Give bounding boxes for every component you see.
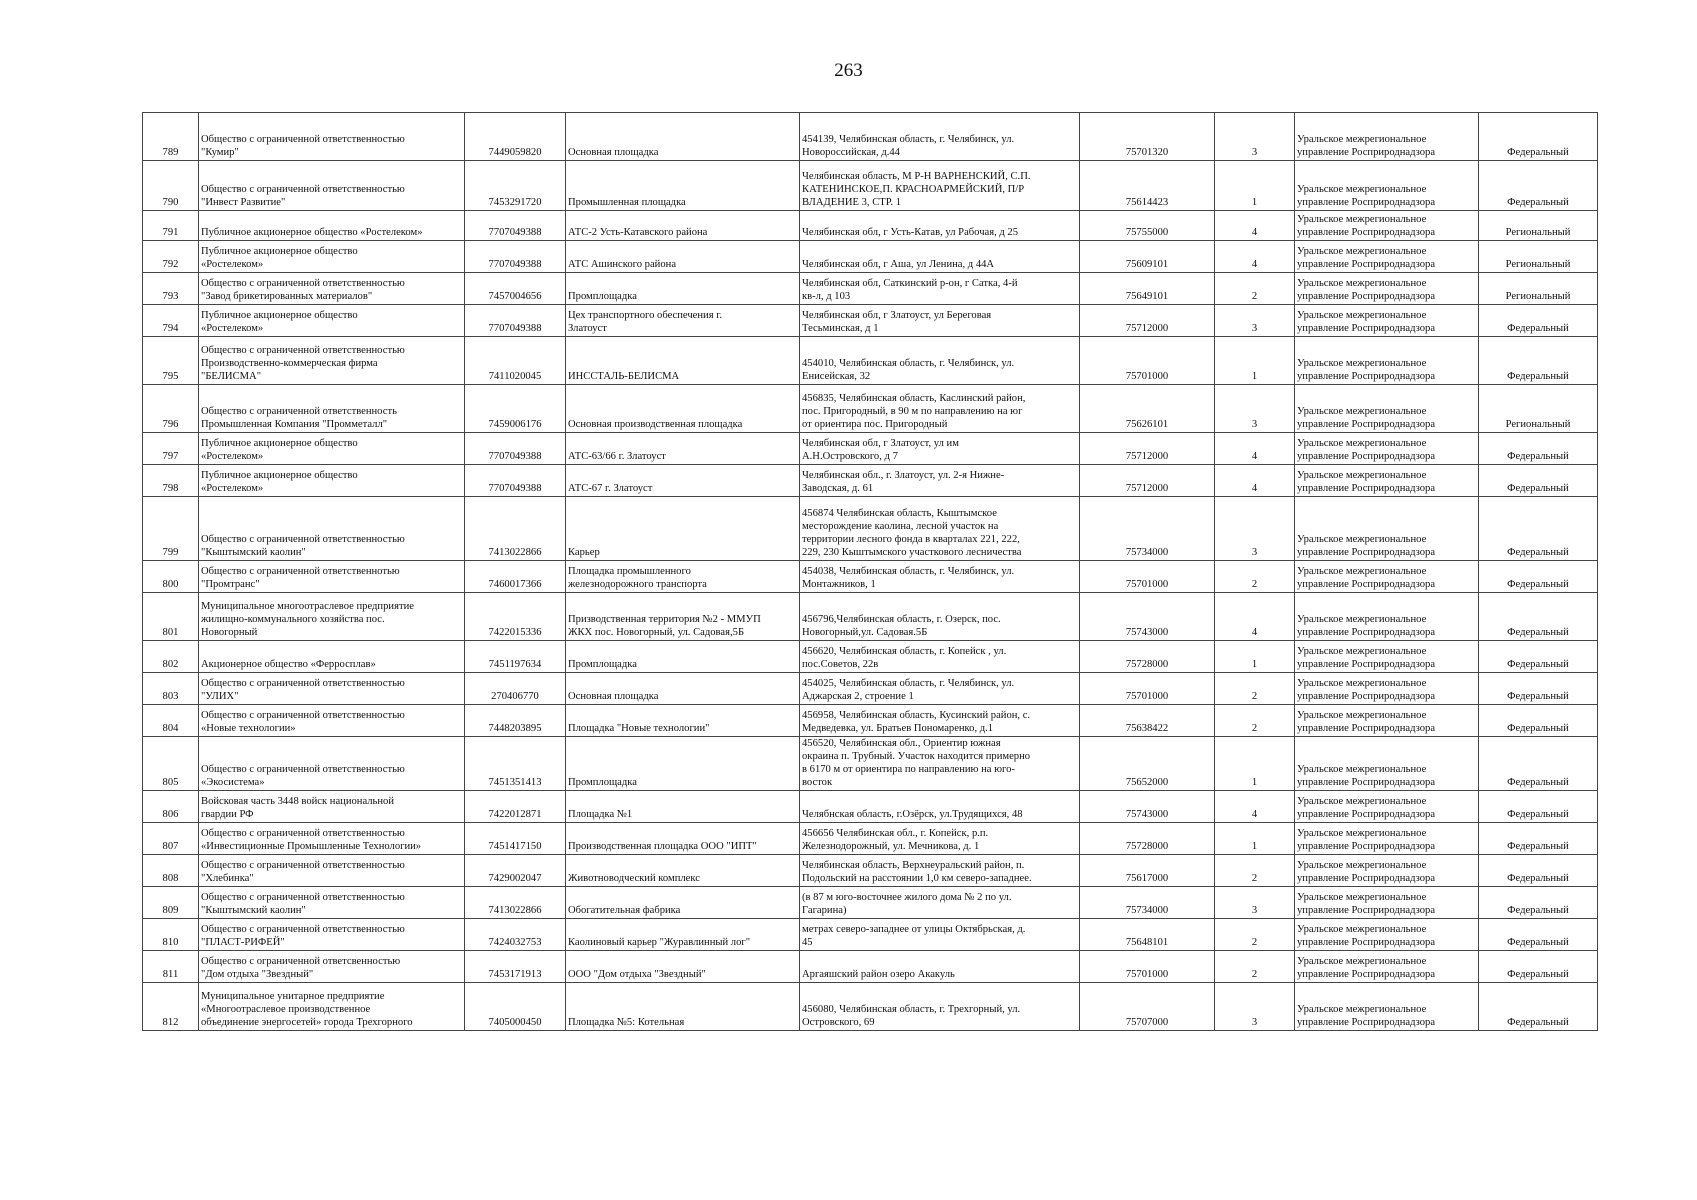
table-row (143, 305, 1598, 337)
site-name: Промплощадка (566, 273, 800, 305)
okato-code: 75728000 (1080, 823, 1215, 855)
supervision-level: Федеральный (1479, 673, 1598, 705)
row-number: 794 (143, 305, 199, 337)
inn-value: 7449059820 (465, 113, 566, 161)
organization-name: Войсковая часть 3448 войск национальной гвардии РФ (199, 791, 465, 823)
supervision-level: Федеральный (1479, 561, 1598, 593)
site-name: Призводственная территория №2 - ММУП ЖКХ пос. Новогорный, ул. Садовая,5Б (566, 593, 800, 641)
registry-table (142, 112, 1598, 1031)
organization-name: Публичное акционерное общество «Ростелеком» (199, 211, 465, 241)
table-row (143, 673, 1598, 705)
row-number: 804 (143, 705, 199, 737)
site-address: 456620, Челябинская область, г. Копейск , ул. пос.Советов, 22в (800, 641, 1080, 673)
authority-name: Уральское межрегиональное управление Росприроднадзора (1295, 673, 1479, 705)
row-number: 795 (143, 337, 199, 385)
table-row (143, 433, 1598, 465)
inn-value: 7429002047 (465, 855, 566, 887)
okato-code: 75652000 (1080, 737, 1215, 791)
site-name: Основная производственная площадка (566, 385, 800, 433)
row-number: 791 (143, 211, 199, 241)
inn-value: 7707049388 (465, 241, 566, 273)
authority-name: Уральское межрегиональное управление Росприроднадзора (1295, 241, 1479, 273)
inn-value: 7411020045 (465, 337, 566, 385)
organization-name: Общество с ограниченной ответственностью «Экосистема» (199, 737, 465, 791)
site-address: Челябинская область, Верхнеуральский район, п. Подольский на расстоянии 1,0 км северо-западнее. (800, 855, 1080, 887)
category-value: 2 (1215, 705, 1295, 737)
category-value: 4 (1215, 433, 1295, 465)
organization-name: Общество с ограниченной ответсвенностью "Дом отдыха "Звездный" (199, 951, 465, 983)
site-address: Челябинская область, М Р-Н ВАРНЕНСКИЙ, С.П. КАТЕНИНСКОЕ,П. КРАСНОАРМЕЙСКИЙ, П/Р ВЛАДЕНИЕ 3, СТР. 1 (800, 161, 1080, 211)
site-name: Основная площадка (566, 673, 800, 705)
table-row (143, 983, 1598, 1031)
category-value: 1 (1215, 737, 1295, 791)
site-name: ООО "Дом отдыха "Звездный" (566, 951, 800, 983)
organization-name: Общество с ограниченной ответственностью "УЛИХ" (199, 673, 465, 705)
table-row (143, 211, 1598, 241)
site-address: Челябинская обл, г Златоуст, ул им А.Н.Островского, д 7 (800, 433, 1080, 465)
authority-name: Уральское межрегиональное управление Росприроднадзора (1295, 433, 1479, 465)
organization-name: Акционерное общество «Ферросплав» (199, 641, 465, 673)
site-name: Животноводческий комплекс (566, 855, 800, 887)
inn-value: 7459006176 (465, 385, 566, 433)
row-number: 789 (143, 113, 199, 161)
okato-code: 75701000 (1080, 561, 1215, 593)
site-name: Площадка №5: Котельная (566, 983, 800, 1031)
category-value: 3 (1215, 983, 1295, 1031)
site-name: Цех транспортного обеспечения г. Златоуст (566, 305, 800, 337)
organization-name: Общество с ограниченной ответственностью "Кумир" (199, 113, 465, 161)
table-row (143, 337, 1598, 385)
category-value: 1 (1215, 161, 1295, 211)
inn-value: 7405000450 (465, 983, 566, 1031)
table-row (143, 385, 1598, 433)
authority-name: Уральское межрегиональное управление Росприроднадзора (1295, 561, 1479, 593)
site-name: Площадка №1 (566, 791, 800, 823)
category-value: 2 (1215, 673, 1295, 705)
inn-value: 7413022866 (465, 497, 566, 561)
table-row (143, 737, 1598, 791)
registry-body (143, 113, 1598, 1031)
site-name: АТС-63/66 г. Златоуст (566, 433, 800, 465)
okato-code: 75701000 (1080, 337, 1215, 385)
table-row (143, 273, 1598, 305)
table-row (143, 919, 1598, 951)
row-number: 800 (143, 561, 199, 593)
authority-name: Уральское межрегиональное управление Росприроднадзора (1295, 113, 1479, 161)
supervision-level: Федеральный (1479, 113, 1598, 161)
site-address: 456835, Челябинская область, Каслинский район, пос. Пригородный, в 90 м по направлению на юг от ориентира пос. Пригородный (800, 385, 1080, 433)
row-number: 802 (143, 641, 199, 673)
okato-code: 75609101 (1080, 241, 1215, 273)
okato-code: 75712000 (1080, 305, 1215, 337)
organization-name: Общество с ограниченной ответственностью "ПЛАСТ-РИФЕЙ" (199, 919, 465, 951)
okato-code: 75701320 (1080, 113, 1215, 161)
organization-name: Публичное акционерное общество «Ростелеком» (199, 465, 465, 497)
organization-name: Общество с ограниченной ответственнотью "Промтранс" (199, 561, 465, 593)
authority-name: Уральское межрегиональное управление Росприроднадзора (1295, 855, 1479, 887)
inn-value: 7422015336 (465, 593, 566, 641)
row-number: 811 (143, 951, 199, 983)
inn-value: 7451197634 (465, 641, 566, 673)
site-name: Промплощадка (566, 737, 800, 791)
inn-value: 7451351413 (465, 737, 566, 791)
table-row (143, 497, 1598, 561)
okato-code: 75648101 (1080, 919, 1215, 951)
okato-code: 75701000 (1080, 673, 1215, 705)
category-value: 2 (1215, 561, 1295, 593)
okato-code: 75734000 (1080, 497, 1215, 561)
category-value: 3 (1215, 385, 1295, 433)
row-number: 792 (143, 241, 199, 273)
site-address: 456958, Челябинская область, Кусинский район, с. Медведевка, ул. Братьев Пономаренко, д.1 (800, 705, 1080, 737)
category-value: 1 (1215, 823, 1295, 855)
site-address: Аргаяшский район озеро Акакуль (800, 951, 1080, 983)
table-row (143, 241, 1598, 273)
site-address: 454139, Челябинская область, г. Челябинск, ул. Новороссийская, д.44 (800, 113, 1080, 161)
row-number: 797 (143, 433, 199, 465)
site-address: Челябинская обл, г Усть-Катав, ул Рабочая, д 25 (800, 211, 1080, 241)
organization-name: Общество с ограниченной ответственностью «Новые технологии» (199, 705, 465, 737)
category-value: 4 (1215, 211, 1295, 241)
organization-name: Общество с ограниченной ответственностью "Кыштымский каолин" (199, 887, 465, 919)
row-number: 812 (143, 983, 199, 1031)
okato-code: 75701000 (1080, 951, 1215, 983)
row-number: 808 (143, 855, 199, 887)
okato-code: 75626101 (1080, 385, 1215, 433)
authority-name: Уральское межрегиональное управление Росприроднадзора (1295, 337, 1479, 385)
authority-name: Уральское межрегиональное управление Росприроднадзора (1295, 791, 1479, 823)
row-number: 793 (143, 273, 199, 305)
site-address: 456796,Челябинская область, г. Озерск, пос. Новогорный,ул. Садовая.5Б (800, 593, 1080, 641)
authority-name: Уральское межрегиональное управление Росприроднадзора (1295, 593, 1479, 641)
site-name: Карьер (566, 497, 800, 561)
row-number: 798 (143, 465, 199, 497)
row-number: 805 (143, 737, 199, 791)
site-name: Площадка "Новые технологии" (566, 705, 800, 737)
okato-code: 75649101 (1080, 273, 1215, 305)
site-name: АТС-2 Усть-Катавского района (566, 211, 800, 241)
row-number: 790 (143, 161, 199, 211)
site-address: Челябинская обл, г Аша, ул Ленина, д 44А (800, 241, 1080, 273)
category-value: 3 (1215, 497, 1295, 561)
inn-value: 7424032753 (465, 919, 566, 951)
site-name: Обогатительная фабрика (566, 887, 800, 919)
category-value: 4 (1215, 791, 1295, 823)
supervision-level: Федеральный (1479, 161, 1598, 211)
supervision-level: Федеральный (1479, 705, 1598, 737)
authority-name: Уральское межрегиональное управление Росприроднадзора (1295, 305, 1479, 337)
inn-value: 7457004656 (465, 273, 566, 305)
organization-name: Общество с ограниченной ответственностью "Хлебинка" (199, 855, 465, 887)
authority-name: Уральское межрегиональное управление Росприроднадзора (1295, 737, 1479, 791)
supervision-level: Федеральный (1479, 497, 1598, 561)
site-name: Промышленная площадка (566, 161, 800, 211)
authority-name: Уральское межрегиональное управление Росприроднадзора (1295, 823, 1479, 855)
category-value: 1 (1215, 337, 1295, 385)
okato-code: 75707000 (1080, 983, 1215, 1031)
site-name: Каолиновый карьер "Журавлинный лог" (566, 919, 800, 951)
organization-name: Общество с ограниченной ответственность Промышленная Компания "Промметалл" (199, 385, 465, 433)
inn-value: 7422012871 (465, 791, 566, 823)
okato-code: 75712000 (1080, 433, 1215, 465)
row-number: 809 (143, 887, 199, 919)
organization-name: Общество с ограниченной ответственностью "Завод брикетированных материалов" (199, 273, 465, 305)
site-address: 456656 Челябинская обл., г. Копейск, р.п. Железнодорожный, ул. Мечникова, д. 1 (800, 823, 1080, 855)
site-name: Основная площадка (566, 113, 800, 161)
supervision-level: Федеральный (1479, 983, 1598, 1031)
inn-value: 7707049388 (465, 211, 566, 241)
organization-name: Муниципальное унитарное предприятие «Многоотраслевое производственное объединение энергосетей» города Трехгорного (199, 983, 465, 1031)
okato-code: 75734000 (1080, 887, 1215, 919)
supervision-level: Федеральный (1479, 737, 1598, 791)
supervision-level: Региональный (1479, 385, 1598, 433)
okato-code: 75617000 (1080, 855, 1215, 887)
okato-code: 75614423 (1080, 161, 1215, 211)
inn-value: 7707049388 (465, 305, 566, 337)
site-address: 454038, Челябинская область, г. Челябинск, ул. Монтажников, 1 (800, 561, 1080, 593)
category-value: 4 (1215, 241, 1295, 273)
okato-code: 75728000 (1080, 641, 1215, 673)
authority-name: Уральское межрегиональное управление Росприроднадзора (1295, 211, 1479, 241)
supervision-level: Федеральный (1479, 641, 1598, 673)
supervision-level: Федеральный (1479, 919, 1598, 951)
table-row (143, 951, 1598, 983)
category-value: 2 (1215, 951, 1295, 983)
supervision-level: Федеральный (1479, 433, 1598, 465)
inn-value: 7707049388 (465, 433, 566, 465)
row-number: 799 (143, 497, 199, 561)
inn-value: 270406770 (465, 673, 566, 705)
okato-code: 75743000 (1080, 593, 1215, 641)
site-address: 456080, Челябинская область, г. Трехгорный, ул. Островского, 69 (800, 983, 1080, 1031)
category-value: 2 (1215, 273, 1295, 305)
site-name: Промплощадка (566, 641, 800, 673)
site-name: Площадка промышленного железнодорожного транспорта (566, 561, 800, 593)
site-address: (в 87 м юго-восточнее жилого дома № 2 по ул. Гагарина) (800, 887, 1080, 919)
authority-name: Уральское межрегиональное управление Росприроднадзора (1295, 705, 1479, 737)
site-address: метрах северо-западнее от улицы Октябрьская, д. 45 (800, 919, 1080, 951)
table-row (143, 641, 1598, 673)
site-name: АТС-67 г. Златоуст (566, 465, 800, 497)
authority-name: Уральское межрегиональное управление Росприроднадзора (1295, 951, 1479, 983)
supervision-level: Федеральный (1479, 791, 1598, 823)
site-name: АТС Ашинского района (566, 241, 800, 273)
supervision-level: Федеральный (1479, 305, 1598, 337)
organization-name: Общество с ограниченной ответственностью "Кыштымский каолин" (199, 497, 465, 561)
okato-code: 75712000 (1080, 465, 1215, 497)
supervision-level: Региональный (1479, 241, 1598, 273)
supervision-level: Федеральный (1479, 823, 1598, 855)
table-row (143, 465, 1598, 497)
supervision-level: Федеральный (1479, 951, 1598, 983)
category-value: 3 (1215, 113, 1295, 161)
inn-value: 7453171913 (465, 951, 566, 983)
authority-name: Уральское межрегиональное управление Росприроднадзора (1295, 919, 1479, 951)
table-row (143, 113, 1598, 161)
organization-name: Муниципальное многоотраслевое предприятие жилищно-коммунального хозяйства пос. Новогорный (199, 593, 465, 641)
organization-name: Общество с ограниченной ответственностью "Инвест Развитие" (199, 161, 465, 211)
supervision-level: Федеральный (1479, 593, 1598, 641)
category-value: 4 (1215, 465, 1295, 497)
page-number: 263 (834, 60, 863, 81)
category-value: 2 (1215, 855, 1295, 887)
table-row (143, 791, 1598, 823)
okato-code: 75743000 (1080, 791, 1215, 823)
site-address: 456520, Челябинская обл., Ориентир южная окраина п. Трубный. Участок находится примерно в 6170 м от ориентира по направлению на юго- восток (800, 737, 1080, 791)
supervision-level: Федеральный (1479, 465, 1598, 497)
authority-name: Уральское межрегиональное управление Росприроднадзора (1295, 465, 1479, 497)
authority-name: Уральское межрегиональное управление Росприроднадзора (1295, 497, 1479, 561)
site-address: Челябинская обл, г Златоуст, ул Береговая Тесьминская, д 1 (800, 305, 1080, 337)
category-value: 3 (1215, 305, 1295, 337)
table-row (143, 161, 1598, 211)
authority-name: Уральское межрегиональное управление Росприроднадзора (1295, 983, 1479, 1031)
category-value: 2 (1215, 919, 1295, 951)
supervision-level: Федеральный (1479, 337, 1598, 385)
table-row (143, 561, 1598, 593)
site-address: 454010, Челябинская область, г. Челябинск, ул. Енисейская, 32 (800, 337, 1080, 385)
site-name: Производственная площадка ООО "ИПТ" (566, 823, 800, 855)
supervision-level: Региональный (1479, 211, 1598, 241)
category-value: 3 (1215, 887, 1295, 919)
inn-value: 7460017366 (465, 561, 566, 593)
site-address: 456874 Челябинская область, Кыштымское месторождение каолина, лесной участок на территории лесного фонда в кварталах 221, 222, 229, 230 Кыштымского участкового лесничества (800, 497, 1080, 561)
table-row (143, 705, 1598, 737)
authority-name: Уральское межрегиональное управление Росприроднадзора (1295, 887, 1479, 919)
row-number: 801 (143, 593, 199, 641)
authority-name: Уральское межрегиональное управление Росприроднадзора (1295, 273, 1479, 305)
supervision-level: Федеральный (1479, 855, 1598, 887)
inn-value: 7453291720 (465, 161, 566, 211)
inn-value: 7451417150 (465, 823, 566, 855)
row-number: 806 (143, 791, 199, 823)
row-number: 803 (143, 673, 199, 705)
organization-name: Общество с ограниченной ответственностью Производственно-коммерческая фирма "БЕЛИСМА" (199, 337, 465, 385)
table-row (143, 887, 1598, 919)
table-row (143, 823, 1598, 855)
organization-name: Публичное акционерное общество «Ростелеком» (199, 305, 465, 337)
authority-name: Уральское межрегиональное управление Росприроднадзора (1295, 385, 1479, 433)
authority-name: Уральское межрегиональное управление Росприроднадзора (1295, 641, 1479, 673)
okato-code: 75638422 (1080, 705, 1215, 737)
okato-code: 75755000 (1080, 211, 1215, 241)
organization-name: Публичное акционерное общество «Ростелеком» (199, 241, 465, 273)
site-address: Челябинская обл, Саткинский р-он, г Сатка, 4-й кв-л, д 103 (800, 273, 1080, 305)
category-value: 4 (1215, 593, 1295, 641)
site-address: Челябнская область, г.Озёрск, ул.Трудящихся, 48 (800, 791, 1080, 823)
row-number: 796 (143, 385, 199, 433)
site-name: ИНССТАЛЬ-БЕЛИСМА (566, 337, 800, 385)
inn-value: 7707049388 (465, 465, 566, 497)
row-number: 807 (143, 823, 199, 855)
row-number: 810 (143, 919, 199, 951)
site-address: 454025, Челябинская область, г. Челябинск, ул. Аджарская 2, строение 1 (800, 673, 1080, 705)
supervision-level: Региональный (1479, 273, 1598, 305)
authority-name: Уральское межрегиональное управление Росприроднадзора (1295, 161, 1479, 211)
table-row (143, 593, 1598, 641)
inn-value: 7413022866 (465, 887, 566, 919)
table-row (143, 855, 1598, 887)
organization-name: Общество с ограниченной ответственностью «Инвестиционные Промышленные Технологии» (199, 823, 465, 855)
inn-value: 7448203895 (465, 705, 566, 737)
site-address: Челябинская обл., г. Златоуст, ул. 2-я Нижне- Заводская, д. 61 (800, 465, 1080, 497)
organization-name: Публичное акционерное общество «Ростелеком» (199, 433, 465, 465)
category-value: 1 (1215, 641, 1295, 673)
supervision-level: Федеральный (1479, 887, 1598, 919)
